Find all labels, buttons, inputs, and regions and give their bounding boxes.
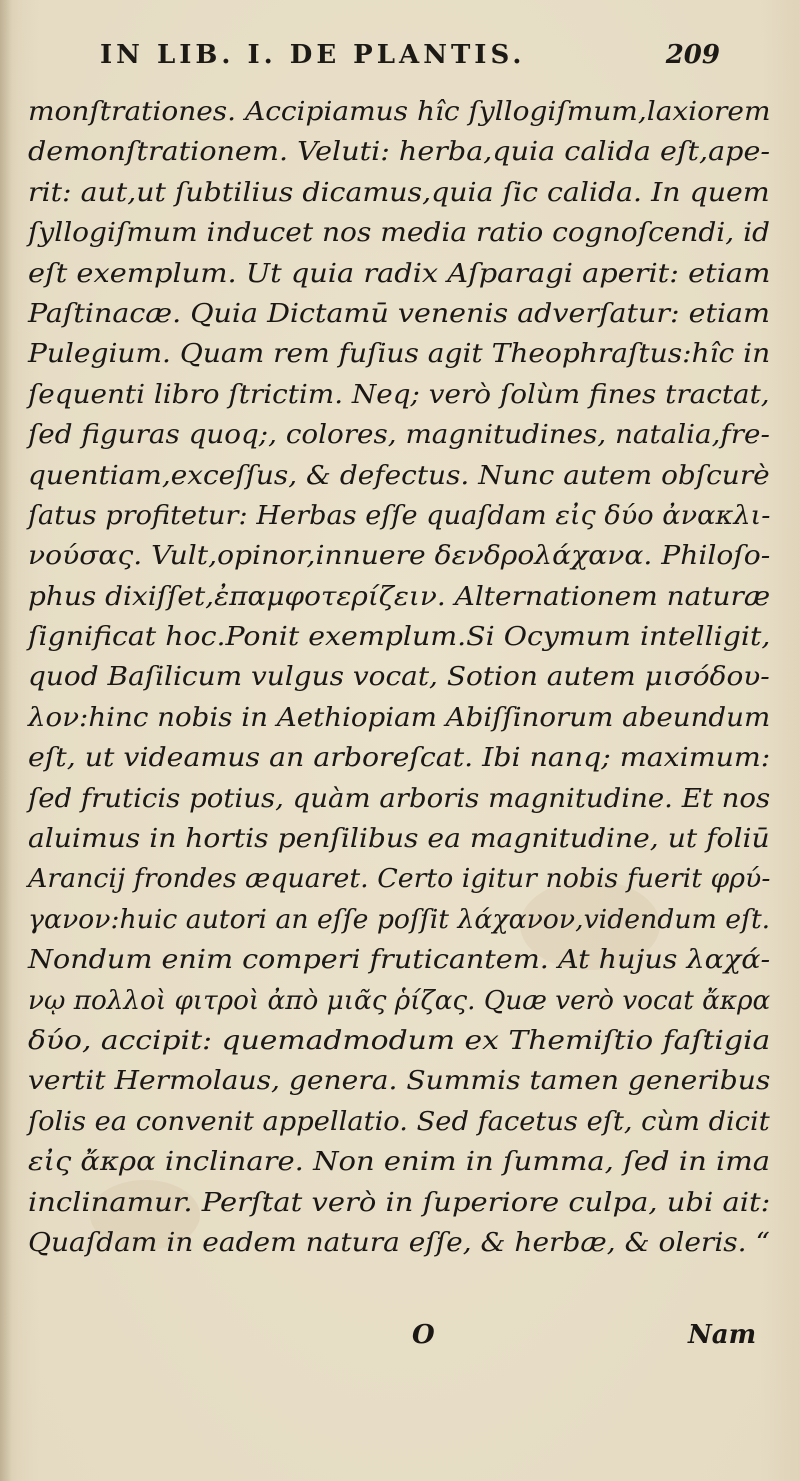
running-head: IN LIB. I. DE PLANTIS.	[100, 40, 526, 70]
text-line: εἰς ἄκρα inclinare. Non enim in ſumma, ſed in ima	[28, 1147, 771, 1178]
text-line: rit: aut,ut ſubtilius dicamus,quia ſic calida. In quem	[28, 177, 770, 208]
page-number: 209	[665, 40, 720, 70]
text-line: Pulegium. Quam rem fuſius agit Theophraſtus:hîc in	[28, 339, 771, 370]
text-line: ſed fruticis potius, quàm arboris magnitudine. Et nos	[28, 783, 771, 814]
text-line: eſt, ut videamus an arboreſcat. Ibi nanq; maximum:	[28, 743, 771, 774]
text-line: eſt exemplum. Ut quia radix Aſparagi aperit: etiam	[28, 258, 771, 289]
text-line: inclinamur. Perſtat verò in ſuperiore culpa, ubi ait:	[28, 1187, 771, 1218]
text-line: vertit Hermolaus, genera. Summis tamen generibus	[28, 1066, 771, 1097]
text-line: demonſtrationem. Veluti: herba,quia calida eſt,ape-	[28, 137, 771, 168]
text-line: Quaſdam in eadem natura eſſe, & herbæ, & oleris. “	[28, 1227, 770, 1258]
signature-mark: O	[412, 1320, 435, 1350]
text-line: Nondum enim comperi fruticantem. At hujus λαχά-	[28, 945, 771, 976]
text-line: νῳ πολλοὶ φιτροὶ ἀπὸ μιᾶς ῥίζας. Quæ verò vocat ἄκρα	[28, 985, 771, 1016]
text-line: ſed figuras quoq;, colores, magnitudines, natalia,fre-	[28, 420, 770, 451]
text-line: Paſtinacæ. Quia Dictamū venenis adverſatur: etiam	[28, 298, 771, 329]
text-line: aluimus in hortis penſilibus ea magnitudine, ut foliū	[28, 824, 770, 855]
text-line: ſolis ea convenit appellatio. Sed facetus eſt, cùm dicit	[28, 1106, 770, 1137]
footer-line	[0, 1320, 800, 1360]
text-line: ſignificat hoc.Ponit exemplum.Si Ocymum intelligit,	[28, 622, 771, 653]
catchword: Nam	[688, 1320, 757, 1350]
text-line: ſatus profitetur: Herbas eſſe quaſdam εἰς δύο ἀνακλι-	[28, 500, 771, 531]
gutter-shadow	[0, 0, 12, 1481]
text-line: ſyllogiſmum inducet nos media ratio cognoſcendi, id	[28, 218, 771, 249]
body-text	[28, 92, 770, 1263]
text-line: ſequenti libro ſtrictim. Neq; verò ſolùm fines tractat,	[28, 379, 770, 410]
text-line: δύο, accipit: quemadmodum ex Themiſtio faſtigia	[28, 1025, 771, 1056]
text-line: νούσας. Vult,opinor,innuere δενδρολάχανα. Philoſo-	[28, 541, 771, 572]
text-line: monſtrationes. Accipiamus hîc ſyllogiſmum,laxiorem	[28, 97, 771, 127]
text-line: γανον:huic autori an eſſe poſſit λάχανον,videndum eſt.	[28, 904, 771, 935]
text-line: phus dixiſſet,ἐπαμφοτερίζειν. Alternationem naturæ	[28, 581, 771, 612]
text-line: quod Baſilicum vulgus vocat, Sotion autem μισόδου-	[28, 662, 770, 693]
text-line: Arancij frondes æquaret. Certo igitur nobis fuerit φρύ-	[28, 864, 771, 895]
text-line: λον:hinc nobis in Aethiopiam Abiſſinorum abeundum	[28, 702, 771, 733]
page-header	[60, 40, 720, 80]
text-line: quentiam,exceſſus, & defectus. Nunc autem obſcurè	[28, 460, 770, 491]
